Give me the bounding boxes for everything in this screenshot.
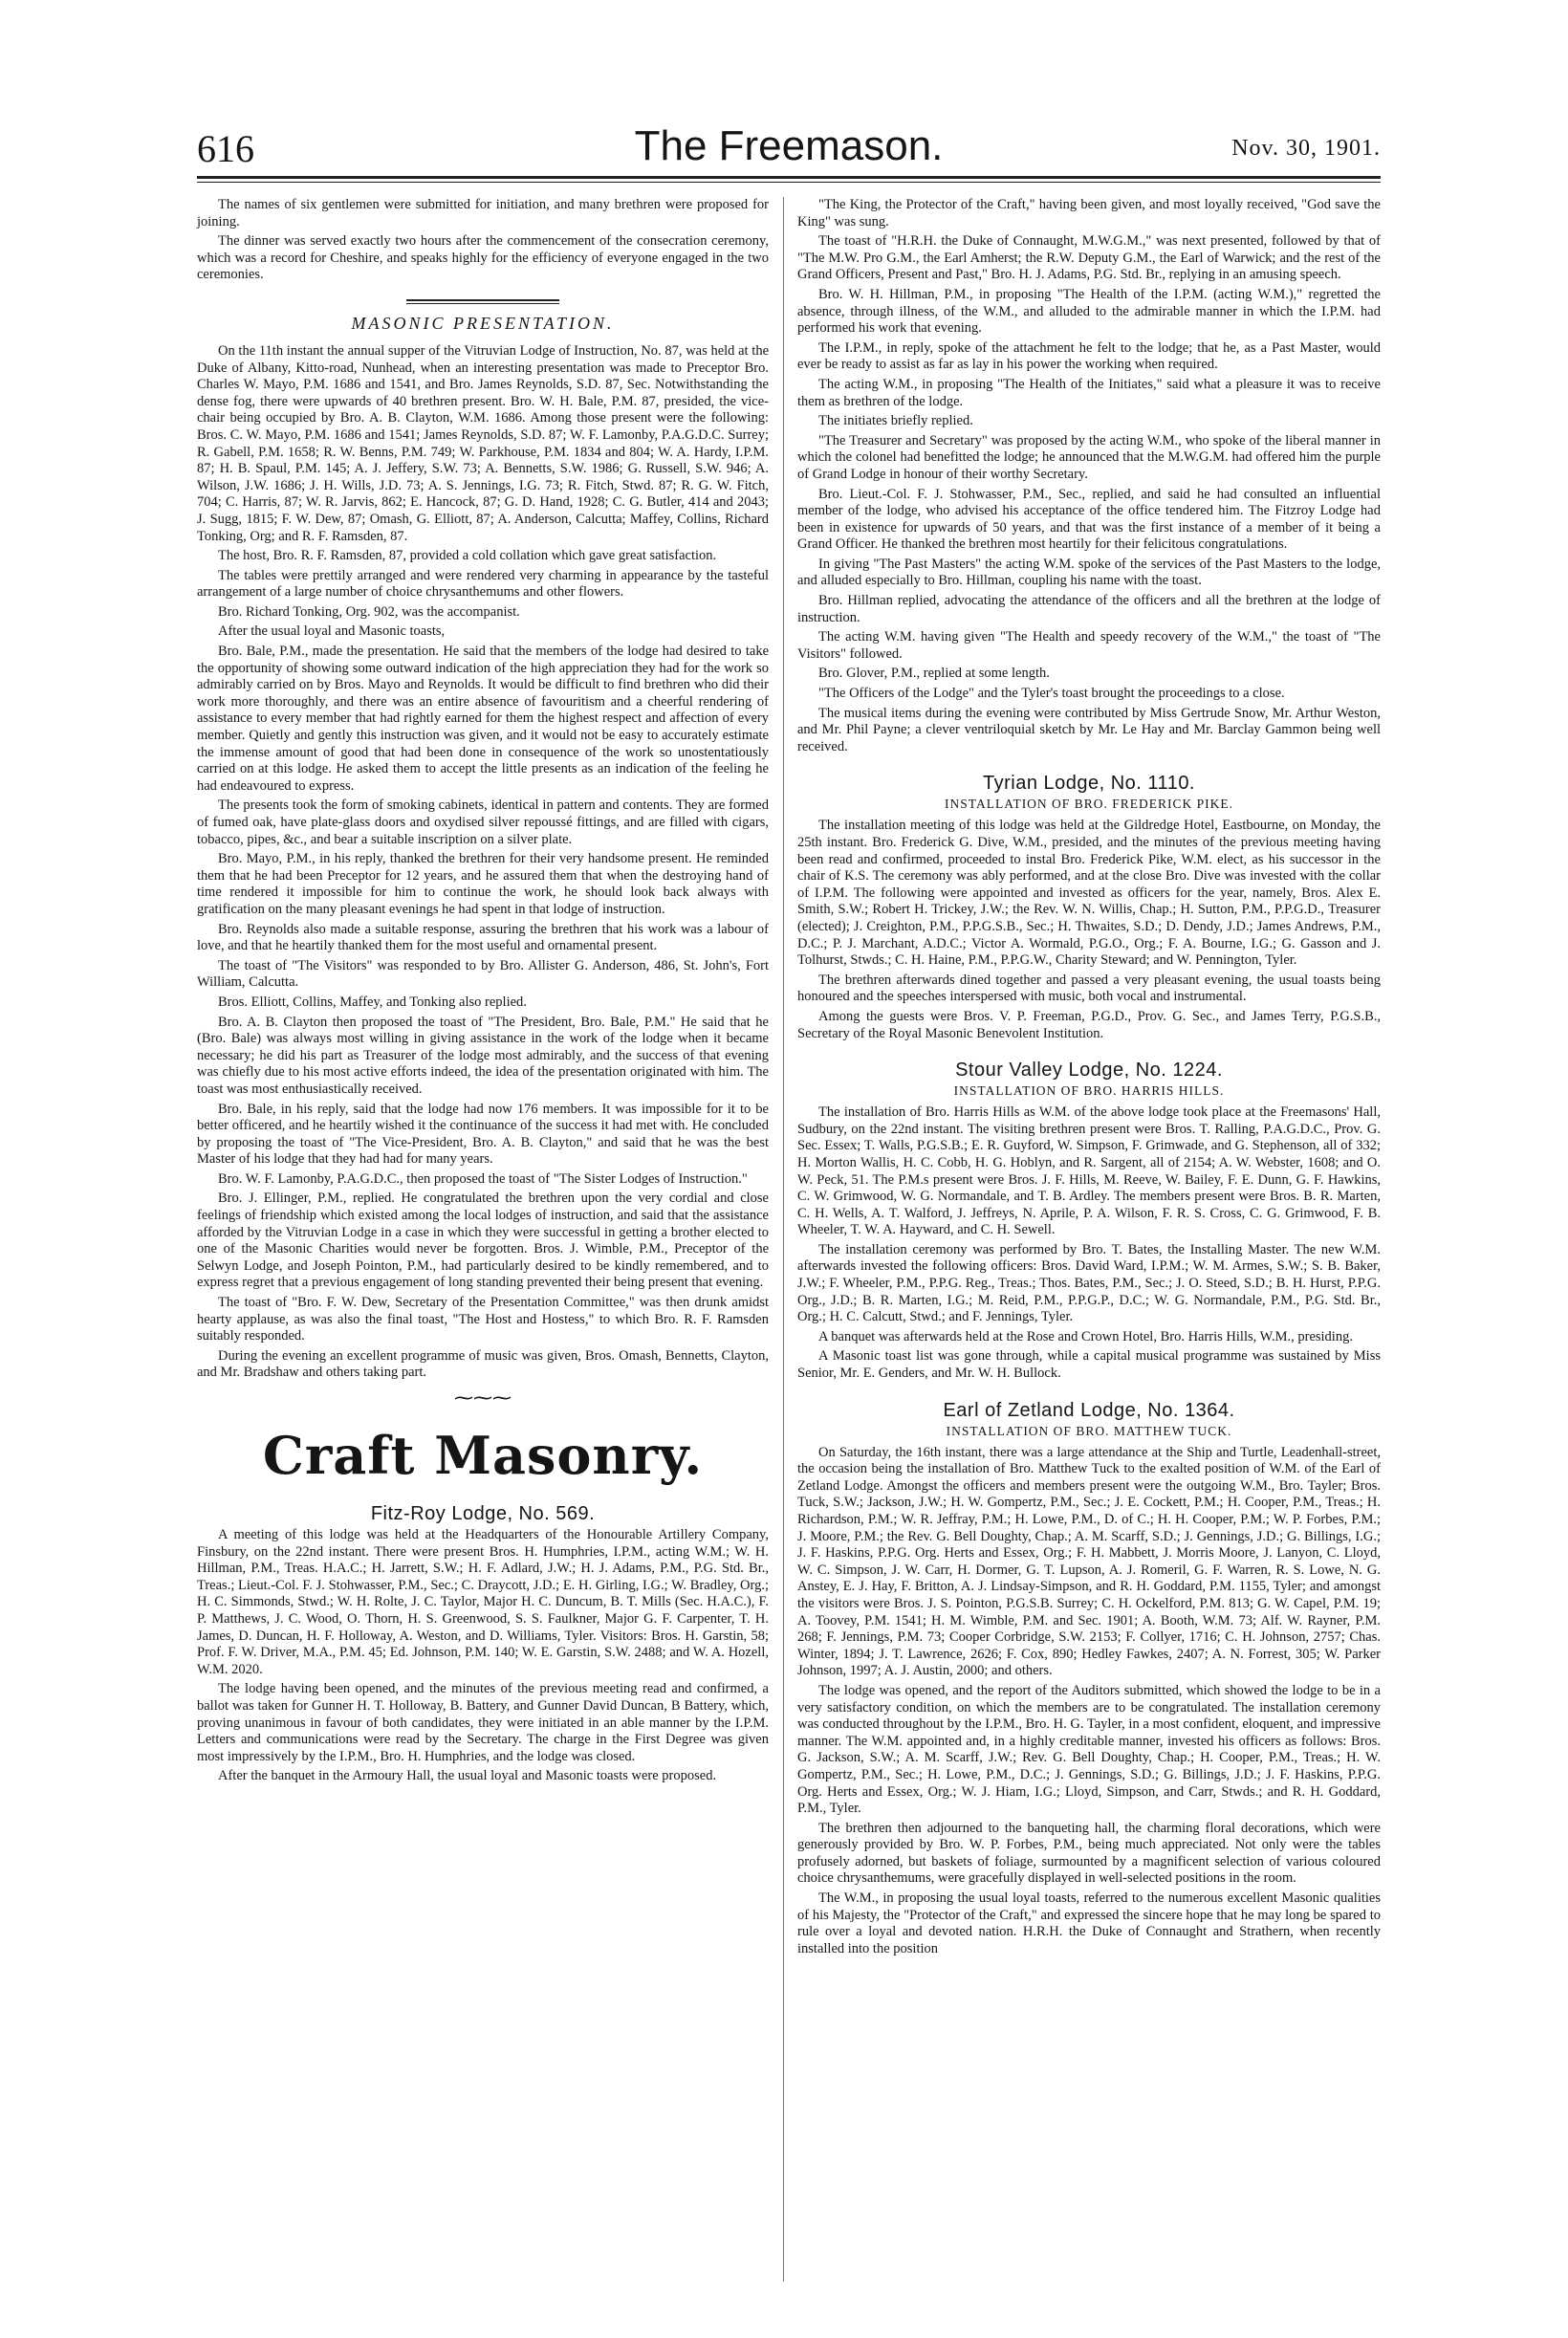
paragraph: After the usual loyal and Masonic toasts, [218,623,446,640]
header-rule [197,176,1381,179]
paragraph: The lodge having been opened, and the minutes of the previous meeting read and confirmed, a ballot was taken for Gunner H. T. Holloway, B. Battery, and Gunner David Duncan, B Battery, which, proving unanimous in favour of both candidates, they were initiated in an able manner by the I.P.M. Letters and communications were read by the Secretary. The charge in the First Degree was given most impressively by the I.P.M., Bro. H. Humphries, and the lodge was closed. [197,1681,769,1764]
paragraph: The musical items during the evening were contributed by Miss Gertrude Snow, Mr. Arthur Weston, and Mr. Phil Payne; a clever ventriloquial sketch by Mr. Le Hay and Mr. Barclay Gammon being well received. [797,705,1381,754]
intro-section [197,197,769,284]
paragraph: Bro. Hillman replied, advocating the attendance of the officers and all the brethren at the lodge of instruction. [797,593,1381,625]
paragraph: The tables were prettily arranged and were rendered very charming in appearance by the tasteful arrangement of a large number of choice chrysanthemums and other flowers. [197,567,769,601]
paragraph: The initiates briefly replied. [818,413,973,429]
paragraph: Bro. W. F. Lamonby, P.A.G.D.C., then proposed the toast of "The Sister Lodges of Instruction." [218,1170,748,1187]
paragraph: A banquet was afterwards held at the Rose and Crown Hotel, Bro. Harris Hills, W.M., presiding. [818,1328,1353,1344]
paragraph: A Masonic toast list was gone through, while a capital musical programme was sustained by Miss Senior, Mr. E. Genders, and Mr. W. H. Bullock. [797,1348,1381,1382]
paragraph: The acting W.M., in proposing "The Health of the Initiates," said what a pleasure it was to receive them as brethren of the lodge. [797,376,1381,409]
paragraph: The acting W.M. having given "The Health and speedy recovery of the W.M.," the toast of "The Visitors" followed. [797,629,1381,662]
lodge-title-tyrian: Tyrian Lodge, No. 1110. [982,773,1195,795]
paragraph: Among the guests were Bros. V. P. Freeman, P.G.D., Prov. G. Sec., and James Terry, P.G.S.B., Secretary of the Royal Masonic Benevolent Institution. [797,1008,1381,1041]
section-rule [406,303,559,304]
paragraph: After the banquet in the Armoury Hall, the usual loyal and Masonic toasts were proposed. [218,1768,717,1784]
fitzroy-article [197,1527,769,1785]
craft-masonry-heading: Craft Masonry. [262,1425,704,1486]
left-column [197,197,769,1788]
ornament-rule: ⁓⁓⁓ [454,1388,512,1409]
paragraph: During the evening an excellent programme of music was given, Bros. Omash, Bennetts, Clayton, and Mr. Bradshaw and others taking part. [197,1347,769,1381]
lodge-subtitle: INSTALLATION OF BRO. FREDERICK PIKE. [945,797,1233,812]
lodge-title-earl-of-zetland: Earl of Zetland Lodge, No. 1364. [943,1399,1235,1421]
paragraph: A meeting of this lodge was held at the Headquarters of the Honourable Artillery Company, Finsbury, on the 22nd instant. There were present Bros. H. Humphries, I.P.M., acting W.M.; W. H. Hillman, P.M., Treas. H.A.C.; H. Jarrett, S.W.; H. F. Adlard, J.W.; H. J. Adams, P.M., P.G. Std. Br., Treas.; Lieut.-Col. F. J. Stohwasser, P.M., Sec.; C. Draycott, J.D.; E. H. Girling, I.G.; W. Bradley, Org.; H. C. Simmonds, Stwd.; W. H. Rolte, J. C. Taylor, Major H. C. Duncum, B. T. Mills (Sec. H.A.C.), F. P. Matthews, J. C. Wood, O. Thorn, H. S. Greenwood, S. S. Faulkner, Major G. F. Carpenter, T. H. James, D. Duncan, H. F. Holloway, A. Weston, and D. Williams, Tyler. Visitors: Bros. H. Garstin, 58; Prof. F. W. Driver, M.A., P.M. 45; Ed. Johnson, P.M. 140; W. E. Garstin, S.W. 2488; and W. A. Hozell, W.M. 2020. [197,1527,769,1677]
paragraph: Bro. J. Ellinger, P.M., replied. He congratulated the brethren upon the very cordial and close feelings of friendship which existed among the local lodges of instruction, and said that the assistance afforded by the Vitruvian Lodge in a case in which they were successful in getting a brother elected to one of the Masonic Charities would never be forgotten. Bros. J. Wimble, P.M., Preceptor of the Selwyn Lodge, and Joseph Pointon, P.M., had particularly desired to be kindly remembered, and to express regret that a previous engagement of long standing prevented their being present that evening. [197,1191,769,1291]
paragraph: "The King, the Protector of the Craft," having been given, and most loyally received, "God save the King" was sung. [797,197,1381,229]
paragraph: The brethren afterwards dined together and passed a very pleasant evening, the usual toasts being honoured and the speeches interspersed with music, both vocal and instrumental. [797,972,1381,1005]
paragraph: The brethren then adjourned to the banqueting hall, the charming floral decorations, which were generously provided by Bro. W. P. Forbes, P.M., being much appreciated. Not only were the tables profusely adorned, but baskets of foliage, surmounted by a magnificent selection of various coloured choice chrysanthemums, were gracefully displayed in well-selected positions in the room. [797,1820,1381,1887]
paragraph: Bro. Reynolds also made a suitable response, assuring the brethren that his work was a labour of love, and that he heartily thanked them for the most useful and ornamental present. [197,921,769,954]
paragraph: Bro. W. H. Hillman, P.M., in proposing "The Health of the I.P.M. (acting W.M.)," regretted the absence, through illness, of the W.M., and alluded to the admirable manner in which the I.P.M. had performed his work that evening. [797,286,1381,337]
paragraph: The presents took the form of smoking cabinets, identical in pattern and contents. They are formed of fumed oak, have plate-glass doors and oxydised silver repoussé fittings, and are filled with cigars, tobacco, pipes, &c., and bear a suitable inscription on a silver plate. [197,798,769,847]
paragraph: Bro. A. B. Clayton then proposed the toast of "The President, Bro. Bale, P.M." He said that he (Bro. Bale) was always most willing in giving assistance in the work of the lodge when it became necessary; he did his part as Treasurer of the lodge most admirably, and the success of that evening was chiefly due to his most active efforts indeed, the idea of the presentation originated with him. The toast was most enthusiastically received. [197,1014,769,1097]
paragraph: Bro. Lieut.-Col. F. J. Stohwasser, P.M., Sec., replied, and said he had consulted an influential member of the lodge, who advised his acceptance of the office tendered him. The Fitzroy Lodge had been in existence for upwards of 50 years, and that was the first instance of a member of it being a Grand Officer. He thanked the brethren most heartily for their felicitous congratulations. [797,486,1381,553]
lodge-title-fitzroy: Fitz-Roy Lodge, No. 569. [370,1503,596,1524]
page-number: 616 [197,127,254,170]
paragraph: The dinner was served exactly two hours after the commencement of the consecration ceremony, which was a record for Cheshire, and speaks highly for the efficiency of everyone engaged in the two ceremonies. [197,233,769,283]
paragraph: The names of six gentlemen were submitted for initiation, and many brethren were proposed for joining. [197,197,769,229]
paragraph: In giving "The Past Masters" the acting W.M. spoke of the services of the Past Masters to the lodge, and alluded especially to Bro. Hillman, coupling his name with the toast. [797,556,1381,589]
paragraph: Bros. Elliott, Collins, Maffey, and Tonking also replied. [218,994,527,1010]
paragraph: The host, Bro. R. F. Ramsden, 87, provided a cold collation which gave great satisfaction. [218,548,717,564]
paragraph: The toast of "The Visitors" was responded to by Bro. Allister G. Anderson, 486, St. John's, Fort William, Calcutta. [197,957,769,991]
paragraph: Bro. Glover, P.M., replied at some length. [818,666,1050,682]
paragraph: Bro. Mayo, P.M., in his reply, thanked the brethren for their very handsome present. He reminded them that he had been Preceptor for 12 years, and he assured them that when the destroying hand of time rendered it impossible for him to continue the work, he should look back always with gratification on the many pleasant evenings he had spent in that lodge of instruction. [197,851,769,917]
section-rule [406,299,559,301]
tyrian-article [797,818,1381,1042]
paragraph: The lodge was opened, and the report of the Auditors submitted, which showed the lodge to be in a very satisfactory condition, on which the members are to be congratulated. The installation ceremony was conducted throughout by the I.P.M., Bro. H. G. Tayler, in a most confident, eloquent, and impressive manner. The W.M. appointed and, in a highly creditable manner, invested his officers as follows: Bros. G. Jackson, S.W.; A. M. Scarff, J.W.; Rev. G. Bell Doughty, Chap.; H. Cooper, P.M., Treas.; H. W. Gompertz, P.M., Sec.; H. Lowe, P.M., D.C.; J. Gennings, S.D.; G. Billings, J.D.; J. F. Haskins, P.P.G. Org. Herts and Essex, Org.; W. J. Hiam, I.G.; Lloyd, Simpson, and Carr, Stwds.; and R. H. Goddard, P.M., Tyler. [797,1682,1381,1817]
zetland-article [797,1445,1381,1958]
right-column [797,197,1381,1960]
paragraph: Bro. Bale, in his reply, said that the lodge had now 176 members. It was impossible for it to be better officered, and he heartily wished it the continuance of the success it had met with. He concluded by proposing the toast of "The Vice-President, Bro. A. B. Clayton," and said that he was the best Master of his lodge that they had had for many years. [197,1101,769,1168]
paragraph: The W.M., in proposing the usual loyal toasts, referred to the numerous excellent Masonic qualities of his Majesty, the "Protector of the Craft," and expressed the sincere hope that he may long be spared to rule over a loyal and devoted nation. H.R.H. the Duke of Connaught and Strathern, when recently installed into the position [797,1890,1381,1956]
column-divider [783,197,784,2282]
section-title-presentation: MASONIC PRESENTATION. [351,313,615,333]
lodge-subtitle: INSTALLATION OF BRO. HARRIS HILLS. [953,1083,1225,1099]
lodge-subtitle: INSTALLATION OF BRO. MATTHEW TUCK. [946,1423,1232,1438]
paragraph: "The Officers of the Lodge" and the Tyler's toast brought the proceedings to a close. [818,686,1285,702]
paragraph: The installation meeting of this lodge was held at the Gildredge Hotel, Eastbourne, on Monday, the 25th instant. Bro. Frederick G. Dive, W.M., presided, and the minutes of the previous meeting having been read and confirmed, proceeded to instal Bro. Frederick Pike, W.M. elect, as his successor in the chair of K.S. The ceremony was ably performed, and at the close Bro. Dive was invested with the collar of I.P.M. The following were appointed and invested as officers for the year, namely, Bros. Alex E. Smith, S.W.; Robert H. Trickey, J.W.; the Rev. W. N. Willis, Chap.; H. Sutton, P.M., P.P.G.D., Treasurer (elected); J. Creighton, P.M., P.P.G.S.B., Sec.; H. Thwaites, S.D.; D. Dendy, J.D.; James Andrews, P.M., D.C.; P. J. Marchant, A.D.C.; Victor A. Wormald, P.G.O., Org.; F. A. Bourne, I.G.; G. Gasson and J. Tolhurst, Stwds.; C. H. Haine, P.M., P.P.G.W., Charity Steward; and W. Pennington, Tyler. [797,818,1381,969]
stour-article [797,1104,1381,1383]
paragraph: Bro. Richard Tonking, Org. 902, was the accompanist. [218,603,520,620]
paragraph: On Saturday, the 16th instant, there was a large attendance at the Ship and Turtle, Leadenhall-street, the occasion being the installation of Bro. Matthew Tuck to the exalted position of W.M. of the Earl of Zetland Lodge. Amongst the officers and members present were the outgoing W.M., Bro. Tayler; Bros. Tuck, S.W.; Jackson, J.W.; H. W. Gompertz, P.M., Sec.; J. E. Cockett, P.M.; H. Cooper, P.M., Treas.; H. Richardson, P.M.; W. R. Jeffray, P.M.; H. Lowe, P.M., D. of C.; H. H. Cooper, P.M.; W. P. Forbes, P.M.; J. Moore, P.M.; the Rev. G. Bell Doughty, Chap.; A. M. Scarff, S.D.; J. Gennings, J.D.; G. Billings, I.G.; J. F. Haskins, P.P.G. Org. Herts and Essex, Org.; F. H. Mabbett, J. Morris Moore, J. Lanyon, C. Lloyd, W. C. Simpson, J. W. Carr, H. Dormer, G. T. Lupson, A. J. Romeril, G. F. Warren, R. S. Lowe, N. G. Anstey, E. J. Hay, F. Britton, A. J. Lindsay-Simpson, and R. H. Goddard, P.M. 1155, Tyler; and amongst the visitors were Bros. J. S. Pointon, P.G.S.B. Surrey; C. H. Ockelford, P.M. 813; G. W. Capel, P.M. 19; A. Toovey, P.M. 1541; H. M. Wimble, P.M. and Sec. 1901; A. Booth, W.M. 73; Alf. W. Rayner, P.M. 268; F. Jennings, P.M. 73; Cooper Corbridge, S.W. 2153; F. Collyer, 1716; C. H. Johnson, 2757; Chas. Winter, 1894; J. T. Lawrence, 2626; F. Cox, 890; Hedley Fawkes, 2407; A. N. Forrest, 305; W. Parker Johnson, 1997; A. J. Austin, 2000; and others. [797,1444,1381,1679]
lodge-title-stour-valley: Stour Valley Lodge, No. 1224. [955,1060,1223,1082]
header-rule-thin [197,182,1381,183]
presentation-article [197,343,769,1382]
paragraph: The installation of Bro. Harris Hills as W.M. of the above lodge took place at the Freemasons' Hall, Sudbury, on the 22nd instant. The visiting brethren present were Bros. T. Ralling, P.A.G.D.C., Prov. G. Sec. Essex; T. Walls, P.G.S.B.; E. R. Guyford, W. Simpson, F. Grimwade, and G. Stephenson, all of 332; H. Morton Wallis, H. C. Cobb, H. G. Hoblyn, and R. Sargent, all of 2154; A. W. Webster, 1608; and O. W. Peck, 51. The P.M.s present were Bros. J. F. Hills, M. Reeve, W. Bailey, F. E. Dunn, G. F. Hawkins, C. W. Grimwood, W. G. Normandale, and T. B. Ardley. The members present were Bros. B. R. Marten, C. H. Wells, A. T. Walford, J. Jeffreys, N. Aprile, P. A. Wilson, F. R. S. Cross, C. G. Grimwood, F. B. Wheeler, T. W. A. Hayward, and C. H. Sewell. [797,1104,1381,1238]
fitzroy-continuation [797,197,1381,755]
paragraph: The toast of "H.R.H. the Duke of Connaught, M.W.G.M.," was next presented, followed by that of "The M.W. Pro G.M., the Earl Amherst; the R.W. Deputy G.M., the Earl of Warwick; and the rest of the Grand Officers, Present and Past," Bro. H. J. Adams, P.G. Std. Br., replying in an amusing speech. [797,233,1381,283]
paragraph: The toast of "Bro. F. W. Dew, Secretary of the Presentation Committee," was then drunk amidst hearty applause, as was also the final toast, "The Host and Hostess," to which Bro. R. F. Ramsden suitably responded. [197,1295,769,1344]
paragraph: The I.P.M., in reply, spoke of the attachment he felt to the lodge; that he, as a Past Master, would ever be ready to assist as far as lay in his power the working when required. [797,339,1381,373]
paragraph: On the 11th instant the annual supper of the Vitruvian Lodge of Instruction, No. 87, was held at the Duke of Albany, Kitto-road, Nunhead, when an interesting presentation was made to Preceptor Bro. Charles W. Mayo, P.M. 1686 and 1541, and Bro. James Reynolds, S.D. 87, Sec. Notwithstanding the dense fog, there were upwards of 40 brethren present. Bro. W. H. Bale, P.M. 87, presided, the vice-chair being occupied by Bro. A. B. Clayton, W.M. 1686. Among those present were the following: Bros. C. W. Mayo, P.M. 1686 and 1541; James Reynolds, S.D. 87; W. F. Lamonby, P.A.G.D.C. Surrey; R. Gabell, P.M. 1658; R. W. Benns, P.M. 749; W. Parkhouse, P.M. 1834 and 804; W. A. Hardy, I.P.M. 87; H. B. Spaul, P.M. 145; A. J. Jeffery, S.W. 73; A. Bennetts, S.W. 1986; G. Russell, S.W. 946; A. Wilson, J.W. 1686; J. H. Wills, J.D. 73; A. S. Jennings, I.G. 73; R. Fitch, Stwd. 87; R. G. W. Fitch, 704; C. Harris, 87; W. R. Jarvis, 862; E. Hancock, 87; G. D. Hand, 1928; C. G. Butler, 414 and 2043; J. Sugg, 1815; F. W. Dew, 87; Omash, G. Elliott, 87; A. Anderson, Calcutta; Maffey, Collins, Richard Tonking, Org; and R. F. Ramsden, 87. [197,342,769,544]
newspaper-title: The Freemason. [634,122,944,169]
masthead [197,122,1381,176]
issue-date: Nov. 30, 1901. [1231,136,1381,161]
paragraph: The installation ceremony was performed by Bro. T. Bates, the Installing Master. The new W.M. afterwards invested the following officers: Bros. David Ward, I.P.M.; W. M. Armes, S.W.; S. B. Baker, J.W.; F. Wheeler, P.M., P.P.G. Reg., Treas.; Thos. Bates, P.M., Sec.; J. O. Steed, S.D.; B. H. Hurst, P.P.G. Org., J.D.; B. R. Marten, I.G.; M. Reid, P.M., P.P.G.P., D.C.; W. G. Normandale, P.M., P.G. Std. Br., Org.; H. C. Calcutt, Stwd.; and F. Jennings, Tyler. [797,1241,1381,1325]
paragraph: "The Treasurer and Secretary" was proposed by the acting W.M., who spoke of the liberal manner in which the colonel had benefitted the lodge; he announced that the M.W.G.M. had offered him the purple of Grand Lodge in honour of their worthy Secretary. [797,432,1381,482]
paragraph: Bro. Bale, P.M., made the presentation. He said that the members of the lodge had desired to take the opportunity of showing some outward indication of the high appreciation they had for the work so admirably carried on by Bros. Mayo and Reynolds. It would be difficult to find brethren who did their work more thoroughly, and there was an entire absence of favouritism and a cheerful rendering of assistance to every member that had rightly earned for them the highest respect and affection of every member. Quietly and gently this instruction was given, and it would not be easy to accurately estimate the immense amount of good that had been done in consequence of the work so unostentatiously carried on at this lodge. He asked them to accept the little presents as an indication of the feeling he had endeavoured to express. [197,644,769,794]
